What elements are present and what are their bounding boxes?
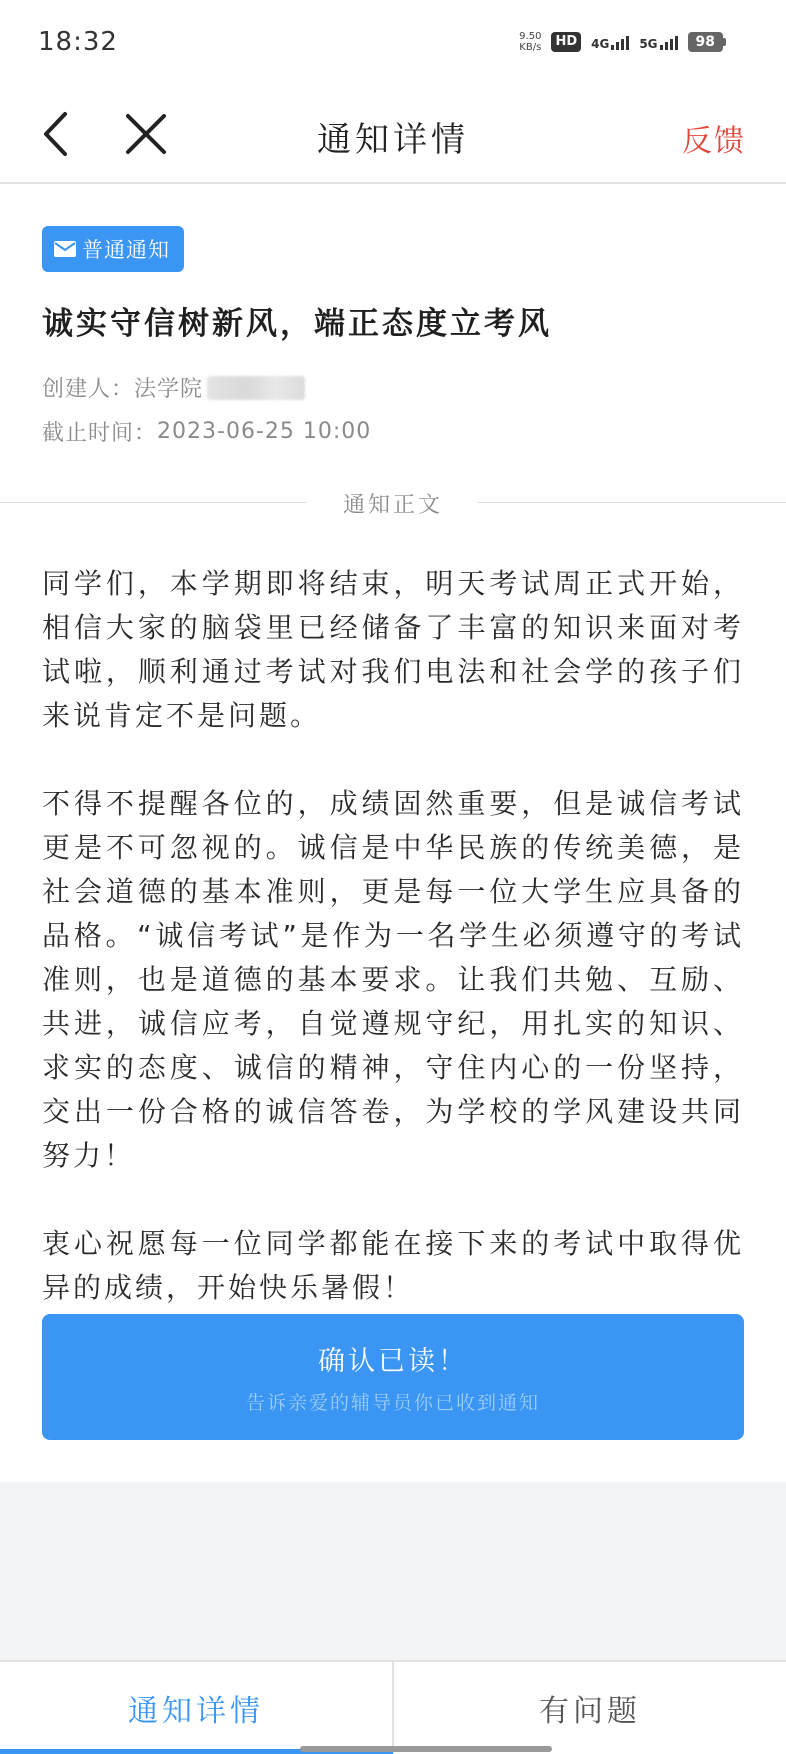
confirm-sublabel: 告诉亲爱的辅导员你已收到通知 <box>245 1392 540 1414</box>
signal-sim1-icon: 4G <box>591 34 629 50</box>
battery-icon: 98 <box>688 32 726 52</box>
tab-notice-detail[interactable]: 通知详情 <box>0 1662 394 1754</box>
redacted-name <box>207 376 305 400</box>
notice-type-badge <box>42 226 184 272</box>
home-indicator[interactable] <box>300 1746 552 1752</box>
hd-icon: HD <box>551 32 581 52</box>
confirm-label: 确认已读！ <box>318 1346 468 1377</box>
deadline-label: 截止时间： <box>42 421 158 446</box>
deadline-row <box>42 416 371 447</box>
body-paragraph: 不得不提醒各位的，成绩固然重要，但是诚信考试更是不可忽视的。诚信是中华民族的传统美德，是社会道德的基本准则，更是每一位大学生应具备的品格。“诚信考试”是作为一名学生必须遵守的考试准则，也是道德的基本要求。让我们共勉、互励、共进，诚信应考，自觉遵规守纪，用扎实的知识、求实的态度、诚信的精神，守住内心的一份坚持，交出一份合格的诚信答卷，为学校的学风建设共同努力！ <box>42 787 744 1172</box>
feedback-button[interactable]: 反馈 <box>682 124 746 159</box>
signal-sim2-icon: 5G <box>639 34 677 50</box>
creator-value: 法学院 <box>134 377 204 402</box>
mail-icon <box>54 241 76 257</box>
nav-bar <box>0 84 786 184</box>
body-paragraph: 同学们，本学期即将结束，明天考试周正式开始，相信大家的脑袋里已经储备了丰富的知识来面对考试啦，顺利通过考试对我们电法和社会学的孩子们来说肯定不是问题。 <box>42 567 744 732</box>
status-time: 18:32 <box>38 27 118 57</box>
deadline-value: 2023-06-25 10:00 <box>157 419 372 444</box>
notice-title: 诚实守信树新风，端正态度立考风 <box>42 306 552 342</box>
notice-type-label: 普通通知 <box>82 238 170 262</box>
creator-row <box>42 372 305 403</box>
status-bar <box>0 0 786 84</box>
page-title: 通知详情 <box>317 120 469 160</box>
divider-line <box>478 502 786 503</box>
section-divider <box>0 488 786 518</box>
tab-have-question[interactable]: 有问题 <box>539 1694 641 1729</box>
confirm-read-button[interactable] <box>42 1314 744 1440</box>
creator-label: 创建人： <box>42 377 135 402</box>
network-speed: 9.50 KB/s <box>519 31 542 53</box>
footer-spacer <box>0 1482 786 1660</box>
divider-line <box>0 502 306 503</box>
section-label: 通知正文 <box>335 488 451 519</box>
bottom-tab-bar <box>0 1660 786 1754</box>
status-icons <box>519 31 726 53</box>
body-paragraph: 衷心祝愿每一位同学都能在接下来的考试中取得优异的成绩，开始快乐暑假！ <box>42 1227 744 1304</box>
notice-body <box>42 562 744 1310</box>
